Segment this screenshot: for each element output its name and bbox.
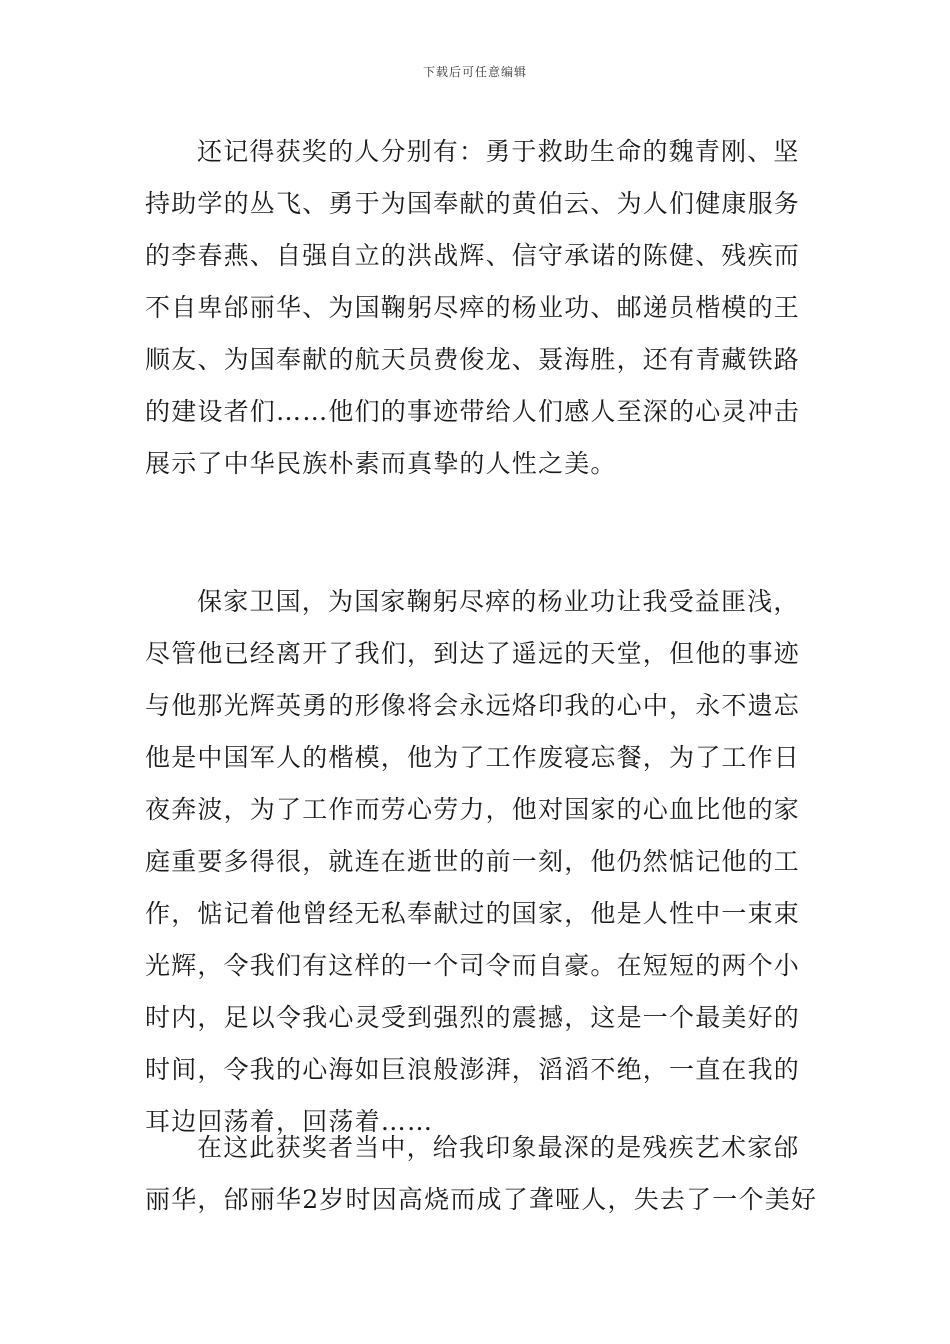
text-line: 时内，足以令我心灵受到强烈的震撼，这是一个最美好的 <box>145 1003 801 1032</box>
text-line: 的李春燕、自强自立的洪战辉、信守承诺的陈健、残疾而 <box>145 241 801 270</box>
text-line: 光辉，令我们有这样的一个司令而自豪。在短短的两个小 <box>145 951 801 980</box>
text-line: 顺友、为国奉献的航天员费俊龙、聂海胜，还有青藏铁路 <box>145 345 801 374</box>
text-line: 还记得获奖的人分别有：勇于救助生命的魏青刚、坚 <box>197 137 800 166</box>
text-line: 庭重要多得很，就连在逝世的前一刻，他仍然惦记他的工 <box>145 847 801 876</box>
text-line: 尽管他已经离开了我们，到达了遥远的天堂，但他的事迹 <box>145 639 801 668</box>
page-header: 下载后可任意编辑 <box>422 65 527 79</box>
text-line: 的建设者们……他们的事迹带给人们感人至深的心灵冲击 <box>145 397 801 426</box>
text-line: 与他那光辉英勇的形像将会永远烙印我的心中，永不遗忘 <box>145 691 801 720</box>
paragraph-1 <box>145 126 810 490</box>
text-line: 保家卫国，为国家鞠躬尽瘁的杨业功让我受益匪浅， <box>197 587 800 616</box>
text-line: 他是中国军人的楷模，他为了工作废寝忘餐，为了工作日 <box>145 743 801 772</box>
text-line: 丽华，邰丽华2岁时因高烧而成了聋哑人，失去了一个美好 <box>145 1185 818 1214</box>
text-line: 耳边回荡着，回荡着…… <box>145 1107 434 1136</box>
text-line: 作，惦记着他曾经无私奉献过的国家，他是人性中一束束 <box>145 899 801 928</box>
text-line: 展示了中华民族朴素而真挚的人性之美。 <box>145 449 617 478</box>
text-line: 在这此获奖者当中，给我印象最深的是残疾艺术家邰 <box>197 1133 800 1162</box>
text-line: 持助学的丛飞、勇于为国奉献的黄伯云、为人们健康服务 <box>145 189 801 218</box>
text-line: 时间，令我的心海如巨浪般澎湃，滔滔不绝，一直在我的 <box>145 1055 801 1084</box>
paragraph-3 <box>145 1122 818 1226</box>
text-line: 不自卑邰丽华、为国鞠躬尽瘁的杨业功、邮递员楷模的王 <box>145 293 801 322</box>
paragraph-2 <box>145 576 810 1148</box>
text-line: 夜奔波，为了工作而劳心劳力，他对国家的心血比他的家 <box>145 795 801 824</box>
